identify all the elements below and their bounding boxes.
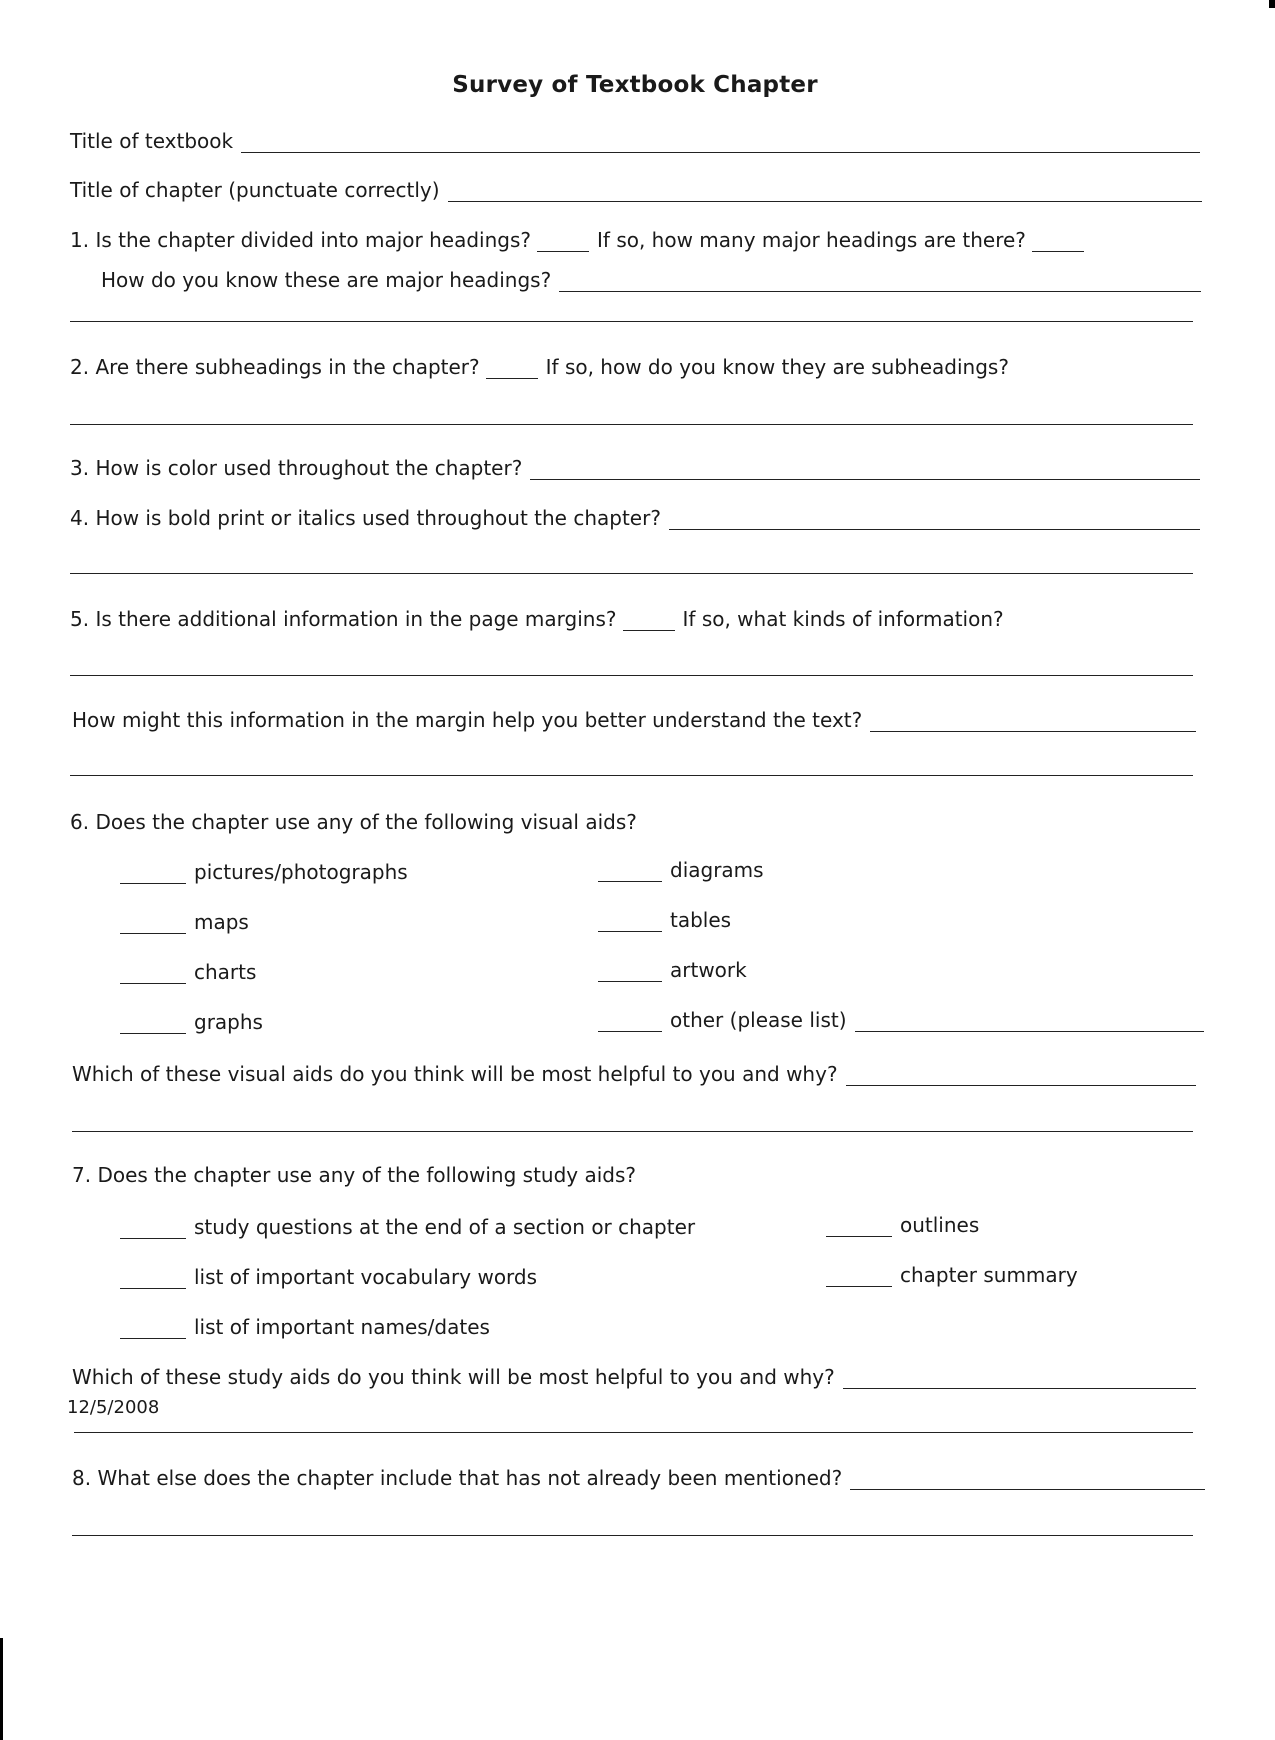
answer-line[interactable] [74, 1432, 1193, 1433]
question-3-field[interactable] [530, 462, 1200, 480]
study-aid-label: list of important names/dates [194, 1315, 490, 1339]
margin-help-field[interactable] [870, 714, 1196, 732]
question-1-count-blank[interactable] [1032, 234, 1084, 252]
chapter-title-label: Title of chapter (punctuate correctly) [70, 178, 440, 202]
textbook-title-field[interactable] [241, 135, 1200, 153]
question-8-row [72, 1466, 1205, 1490]
study-aid-label: study questions at the end of a section or chapter [194, 1215, 696, 1239]
visual-aid-item [598, 958, 747, 982]
question-1-row [70, 228, 1200, 252]
question-5-prompt: 5. Is there additional information in the page margins? [70, 607, 617, 631]
question-2-followup: If so, how do you know they are subheadings? [545, 355, 1009, 379]
checkbox-blank[interactable] [120, 1016, 186, 1034]
document-date: 12/5/2008 [67, 1397, 160, 1418]
checkbox-blank[interactable] [598, 1014, 662, 1032]
answer-line[interactable] [70, 573, 1193, 574]
checkbox-blank[interactable] [120, 1221, 186, 1239]
visual-aid-label: artwork [670, 958, 747, 982]
checkbox-blank[interactable] [120, 1321, 186, 1339]
question-4-field[interactable] [669, 512, 1200, 530]
question-6-prompt: 6. Does the chapter use any of the following visual aids? [70, 810, 637, 834]
study-aid-item [826, 1213, 979, 1237]
study-aid-item [826, 1263, 1078, 1287]
checkbox-blank[interactable] [120, 1271, 186, 1289]
checkbox-blank[interactable] [598, 864, 662, 882]
visual-aid-item [598, 1008, 1204, 1032]
question-7-row [72, 1163, 1200, 1187]
checkbox-blank[interactable] [826, 1219, 892, 1237]
visual-aids-helpful-field[interactable] [846, 1068, 1196, 1086]
study-aid-item [120, 1265, 537, 1289]
visual-aids-helpful-prompt: Which of these visual aids do you think will be most helpful to you and why? [72, 1062, 838, 1086]
visual-aid-item [598, 858, 764, 882]
answer-line[interactable] [70, 775, 1193, 776]
question-5-followup: If so, what kinds of information? [682, 607, 1004, 631]
scan-mark [0, 1638, 3, 1740]
question-2-answer-blank[interactable] [486, 361, 538, 379]
study-aid-item [120, 1315, 490, 1339]
answer-line[interactable] [70, 675, 1193, 676]
answer-line[interactable] [72, 1131, 1193, 1132]
question-5-row [70, 607, 1200, 631]
question-1-how-row [101, 268, 1201, 292]
textbook-title-label: Title of textbook [70, 129, 234, 153]
textbook-title-row [70, 129, 1200, 153]
visual-aid-item [120, 960, 256, 984]
visual-aid-item [598, 908, 731, 932]
question-3-row [70, 456, 1200, 480]
question-1-prompt: 1. Is the chapter divided into major headings? [70, 228, 532, 252]
answer-line[interactable] [72, 1535, 1193, 1536]
question-3-prompt: 3. How is color used throughout the chapter? [70, 456, 523, 480]
answer-line[interactable] [70, 424, 1193, 425]
checkbox-blank[interactable] [598, 914, 662, 932]
study-aids-helpful-field[interactable] [843, 1371, 1196, 1389]
question-2-prompt: 2. Are there subheadings in the chapter? [70, 355, 480, 379]
checkbox-blank[interactable] [598, 964, 662, 982]
chapter-title-field[interactable] [448, 184, 1202, 202]
study-aids-helpful-row [72, 1365, 1196, 1389]
visual-aid-label: charts [194, 960, 257, 984]
question-6-row [70, 810, 1200, 834]
chapter-title-row [70, 178, 1202, 202]
study-aid-label: outlines [900, 1213, 980, 1237]
visual-aid-label: tables [670, 908, 732, 932]
question-5-answer-blank[interactable] [623, 613, 675, 631]
question-2-row [70, 355, 1200, 379]
question-8-prompt: 8. What else does the chapter include that has not already been mentioned? [72, 1466, 843, 1490]
scan-mark [1269, 0, 1275, 8]
visual-aid-label: pictures/photographs [194, 860, 408, 884]
visual-aid-item [120, 1010, 263, 1034]
visual-aid-item [120, 910, 249, 934]
question-4-row [70, 506, 1200, 530]
margin-help-prompt: How might this information in the margin help you better understand the text? [72, 708, 863, 732]
page-title: Survey of Textbook Chapter [452, 72, 818, 98]
visual-aid-label: maps [194, 910, 249, 934]
question-1-how-prompt: How do you know these are major headings? [101, 268, 552, 292]
checkbox-blank[interactable] [120, 866, 186, 884]
study-aid-label: list of important vocabulary words [194, 1265, 538, 1289]
margin-help-row [72, 708, 1196, 732]
question-7-prompt: 7. Does the chapter use any of the following study aids? [72, 1163, 637, 1187]
other-list-field[interactable] [855, 1014, 1204, 1032]
question-1-followup: If so, how many major headings are there? [597, 228, 1026, 252]
visual-aids-helpful-row [72, 1062, 1196, 1086]
visual-aid-label: graphs [194, 1010, 263, 1034]
visual-aid-label: diagrams [670, 858, 764, 882]
question-4-prompt: 4. How is bold print or italics used throughout the chapter? [70, 506, 661, 530]
answer-line[interactable] [70, 321, 1193, 322]
checkbox-blank[interactable] [826, 1269, 892, 1287]
checkbox-blank[interactable] [120, 966, 186, 984]
question-1-how-field[interactable] [559, 274, 1201, 292]
visual-aid-label: other (please list) [670, 1008, 847, 1032]
question-1-answer-blank[interactable] [537, 234, 589, 252]
study-aids-helpful-prompt: Which of these study aids do you think will be most helpful to you and why? [72, 1365, 835, 1389]
question-8-field[interactable] [850, 1472, 1205, 1490]
checkbox-blank[interactable] [120, 916, 186, 934]
study-aid-label: chapter summary [900, 1263, 1078, 1287]
study-aid-item [120, 1215, 695, 1239]
visual-aid-item [120, 860, 408, 884]
